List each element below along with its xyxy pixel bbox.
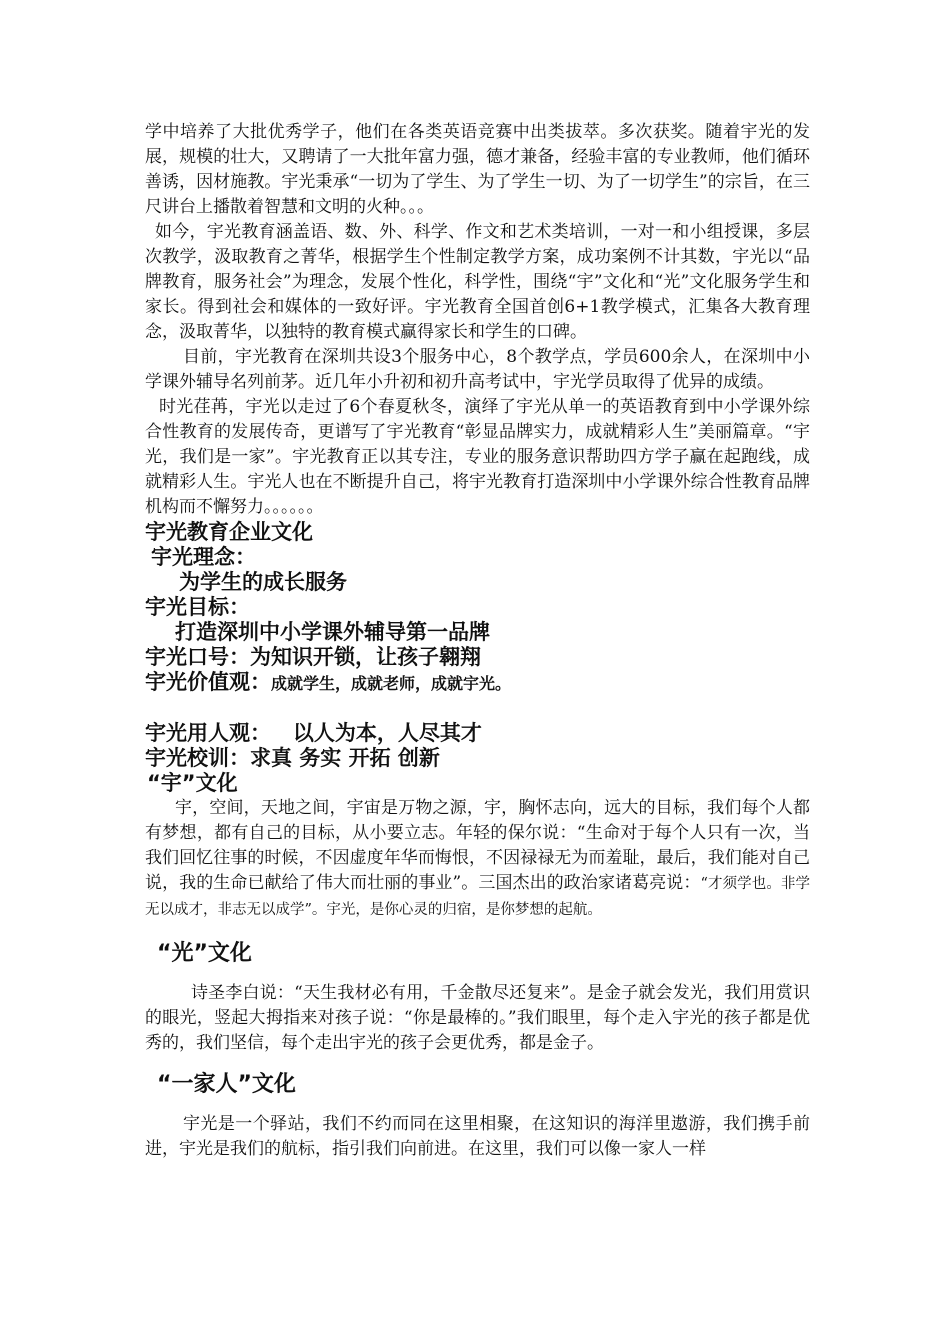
yu-culture-text-main: 宇，空间，天地之间，宇宙是万物之源，宇，胸怀志向，远大的目标，我们每个人都有梦想，都有自己的目标，从小要立志。年轻的保尔说：“生命对于每个人只有一次，当我们回忆往事的时候，不因虚度年华而悔恨，不因禄禄无为而羞耻，最后，我们能对自己说，我的生命已献给了伟大而壮丽的事业”。三国杰出的政治家诸葛亮说： [145, 798, 810, 893]
values-line [145, 670, 810, 696]
paragraph-development: 时光荏苒，宇光以走过了6个春夏秋冬，演绎了宇光从单一的英语教育到中小学课外综合性教育的发展传奇，更谱写了宇光教育“彰显品牌实力，成就精彩人生”美丽篇章。“宇光，我们是一家”。宇光教育正以其专注，专业的服务意识帮助四方学子赢在起跑线，成就精彩人生。宇光人也在不断提升自己，将宇光教育打造深圳中小学课外综合性教育品牌机构而不懈努力。。。。。。 [145, 397, 810, 517]
guang-culture-heading: “光”文化 [157, 941, 252, 966]
yu-culture-text [145, 796, 810, 923]
values-value: 成就学生，成就老师，成就宇光。 [271, 674, 512, 693]
paragraph-current-status: 目前，宇光教育在深圳共设3个服务中心，8个教学点，学员600余人，在深圳中小学课外辅导名列前茅。近几年小升初和初升高考试中，宇光学员取得了优异的成绩。 [145, 347, 810, 392]
yu-culture-text-small: “才须学也。非学无以成才，非志无以成学”。宇光，是你心灵的归宿，是你梦想的起航。 [145, 876, 810, 918]
yu-culture-heading: “宇”文化 [147, 771, 238, 795]
family-culture-text: 宇光是一个驿站，我们不约而同在这里相聚，在这知识的海洋里遨游，我们携手前进，宇光是我们的航标，指引我们向前进。在这里，我们可以像一家人一样 [145, 1114, 810, 1159]
culture-title: 宇光教育企业文化 [145, 520, 313, 544]
concept-value: 为学生的成长服务 [179, 570, 347, 594]
concept-label: 宇光理念： [151, 545, 256, 569]
values-label: 宇光价值观： [145, 670, 271, 694]
goal-value: 打造深圳中小学课外辅导第一品牌 [175, 620, 490, 644]
blank-line [145, 696, 810, 721]
slogan: 宇光口号：为知识开锁，让孩子翱翔 [145, 645, 481, 669]
guang-culture-text: 诗圣李白说：“天生我材必有用，千金散尽还复来”。是金子就会发光，我们用赏识的眼光，竖起大拇指来对孩子说：“你是最棒的。”我们眼里，每个走入宇光的孩子都是优秀的，我们坚信，每个走出宇光的孩子会更优秀，都是金子。 [145, 983, 810, 1053]
document-page [145, 120, 810, 1162]
employment-view: 宇光用人观： 以人为本，人尽其才 [145, 721, 482, 745]
paragraph-history: 学中培养了大批优秀学子，他们在各类英语竞赛中出类拔萃。多次获奖。随着宇光的发展，规模的壮大，又聘请了一大批年富力强，德才兼备，经验丰富的专业教师，他们循环善诱，因材施教。宇光秉承“一切为了学生、为了学生一切、为了一切学生”的宗旨，在三尺讲台上播散着智慧和文明的火种。。。 [145, 122, 810, 217]
paragraph-today: 如今，宇光教育涵盖语、数、外、科学、作文和艺术类培训，一对一和小组授课，多层次教学，汲取教育之菁华，根据学生个性制定教学方案，成功案例不计其数，宇光以“品牌教育，服务社会”为理念，发展个性化，科学性，围绕“宇”文化和“光”文化服务学生和家长。得到社会和媒体的一致好评。宇光教育全国首创6+1教学模式，汇集各大教育理念，汲取菁华，以独特的教育模式赢得家长和学生的口碑。 [145, 222, 810, 342]
family-culture-heading: “一家人”文化 [157, 1072, 296, 1097]
school-motto: 宇光校训：求真 务实 开拓 创新 [145, 746, 440, 770]
goal-label: 宇光目标： [145, 595, 250, 619]
